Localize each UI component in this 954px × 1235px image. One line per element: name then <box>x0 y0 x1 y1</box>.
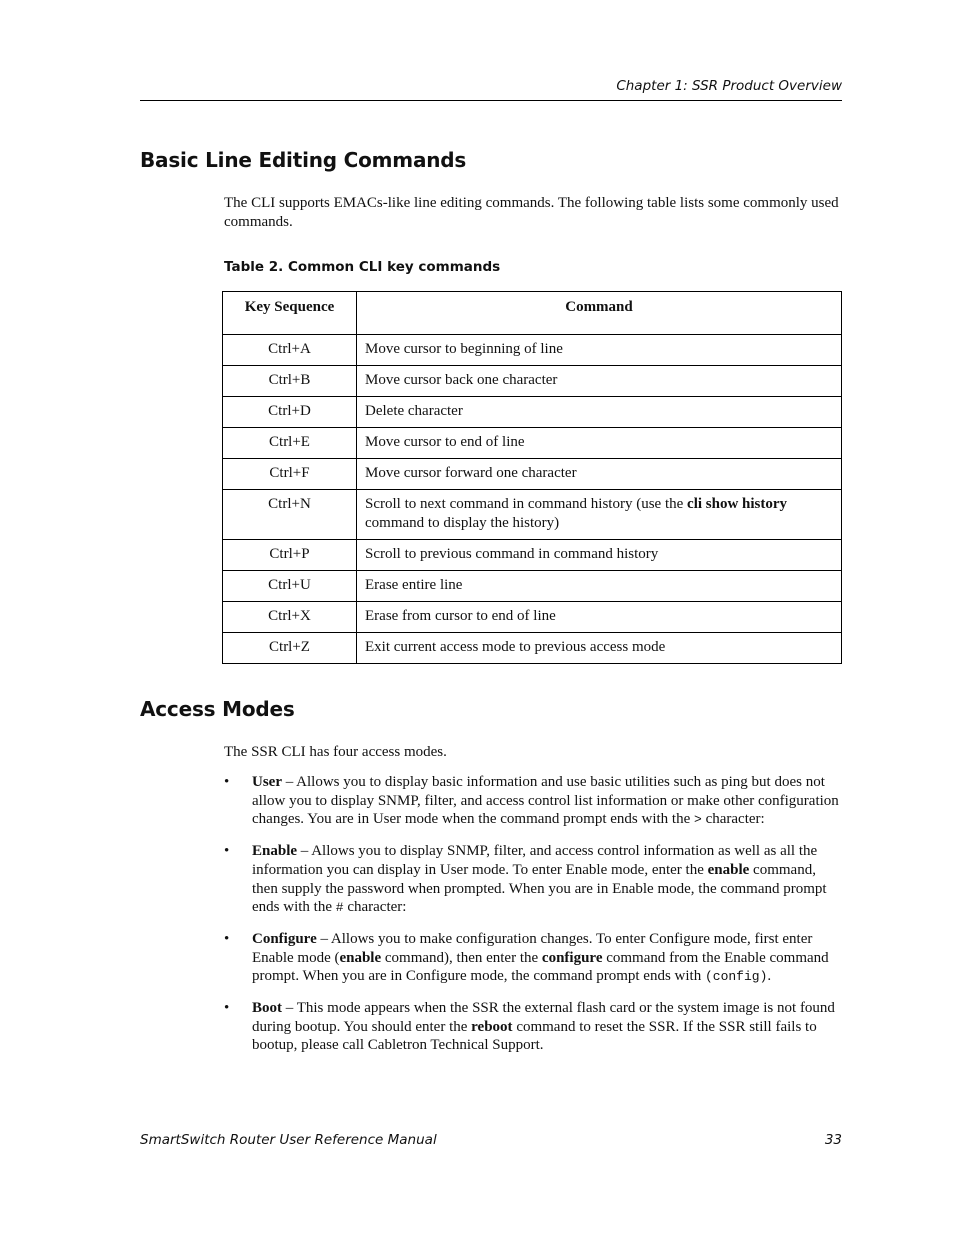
key-cell: Ctrl+U <box>223 571 357 602</box>
table-header-row <box>223 292 842 335</box>
section-intro-paragraph: The CLI supports EMACs-like line editing commands. The following table lists some commonly used commands. <box>224 195 839 230</box>
command-keyword: reboot <box>471 1018 513 1035</box>
mode-name: Enable <box>252 843 298 860</box>
command-cell: Erase entire line <box>357 571 842 602</box>
running-header: Chapter 1: SSR Product Overview <box>616 78 842 94</box>
prompt-char: (config) <box>704 969 768 985</box>
bullet-icon: • <box>224 1000 230 1017</box>
mode-name: User <box>252 774 282 790</box>
bullet-icon: • <box>224 930 230 947</box>
prompt-char: > <box>694 812 702 828</box>
list-item-user-mode <box>224 773 840 830</box>
command-cell: Exit current access mode to previous access mode <box>357 633 842 664</box>
command-keyword: enable <box>707 861 750 878</box>
mode-description: command to reset the SSR. If the SSR still fails to bootup, please call Cabletron Technical Support. <box>252 1018 817 1054</box>
header-rule <box>140 100 842 101</box>
mode-description: character: <box>343 899 407 916</box>
command-cell <box>357 490 842 540</box>
section-title-basic-line-editing: Basic Line Editing Commands <box>140 148 467 172</box>
key-cell: Ctrl+A <box>223 335 357 366</box>
bullet-icon: • <box>224 774 230 790</box>
table-row <box>223 366 842 397</box>
mode-name: Configure <box>252 930 317 947</box>
command-cell: Delete character <box>357 397 842 428</box>
table-row <box>223 397 842 428</box>
access-modes-intro: The SSR CLI has four access modes. <box>224 744 447 760</box>
mode-description: . <box>767 968 772 985</box>
column-header-command: Command <box>357 292 842 335</box>
mode-description: character: <box>701 811 765 828</box>
key-commands-table <box>222 291 842 664</box>
column-header-key-sequence: Key Sequence <box>223 292 357 335</box>
key-cell: Ctrl+F <box>223 459 357 490</box>
key-cell: Ctrl+N <box>223 490 357 540</box>
key-cell: Ctrl+Z <box>223 633 357 664</box>
mode-description: – Allows you to make configuration changes. To enter Configure mode, first enter Enable mode ( <box>252 930 813 966</box>
command-text: Scroll to next command in command history (use the <box>365 496 688 512</box>
list-item-boot-mode <box>224 999 840 1055</box>
key-cell: Ctrl+P <box>223 540 357 571</box>
table-row <box>223 335 842 366</box>
table-caption: Table 2. Common CLI key commands <box>224 259 501 275</box>
mode-description: command, then supply the password when prompted. When you are in Enable mode, the command prompt ends with the <box>252 861 827 916</box>
mode-description: command from the Enable command prompt. When you are in Configure mode, the command prompt ends with <box>252 949 829 985</box>
prompt-char: # <box>335 900 344 916</box>
command-keyword: enable <box>339 949 382 966</box>
bullet-icon: • <box>224 843 230 860</box>
table-row <box>223 459 842 490</box>
key-cell: Ctrl+B <box>223 366 357 397</box>
mode-description: – Allows you to display SNMP, filter, and access control information as well as all the information you can display in User mode. To enter Enable mode, enter the <box>252 843 818 878</box>
table-row <box>223 490 842 540</box>
command-keyword: configure <box>541 949 603 966</box>
command-keyword: cli show history <box>687 496 788 512</box>
mode-description: – This mode appears when the SSR the external flash card or the system image is not found during bootup. You should enter the <box>252 1000 835 1035</box>
table-row <box>223 540 842 571</box>
command-cell: Scroll to previous command in command history <box>357 540 842 571</box>
table-row <box>223 428 842 459</box>
table-row <box>223 633 842 664</box>
command-cell: Move cursor to end of line <box>357 428 842 459</box>
key-cell: Ctrl+D <box>223 397 357 428</box>
list-item-enable-mode <box>224 842 840 918</box>
access-modes-list <box>224 773 840 1067</box>
table-row <box>223 571 842 602</box>
key-cell: Ctrl+E <box>223 428 357 459</box>
mode-name: Boot <box>252 1000 282 1017</box>
command-cell: Move cursor to beginning of line <box>357 335 842 366</box>
list-item-configure-mode <box>224 930 840 987</box>
page-number: 33 <box>824 1132 842 1148</box>
mode-description: – Allows you to display basic information and use basic utilities such as ping but does not allow you to display SNMP, filter, and access control list information or make other configuration changes. You are in User mode when the command prompt ends with the <box>252 774 839 828</box>
footer-manual-title: SmartSwitch Router User Reference Manual <box>140 1132 437 1148</box>
key-cell: Ctrl+X <box>223 602 357 633</box>
command-cell: Move cursor forward one character <box>357 459 842 490</box>
table-row <box>223 602 842 633</box>
mode-description: command), then enter the <box>381 949 542 966</box>
command-cell: Erase from cursor to end of line <box>357 602 842 633</box>
section-title-access-modes: Access Modes <box>140 697 295 721</box>
command-cell: Move cursor back one character <box>357 366 842 397</box>
command-text: command to display the history) <box>365 515 560 531</box>
